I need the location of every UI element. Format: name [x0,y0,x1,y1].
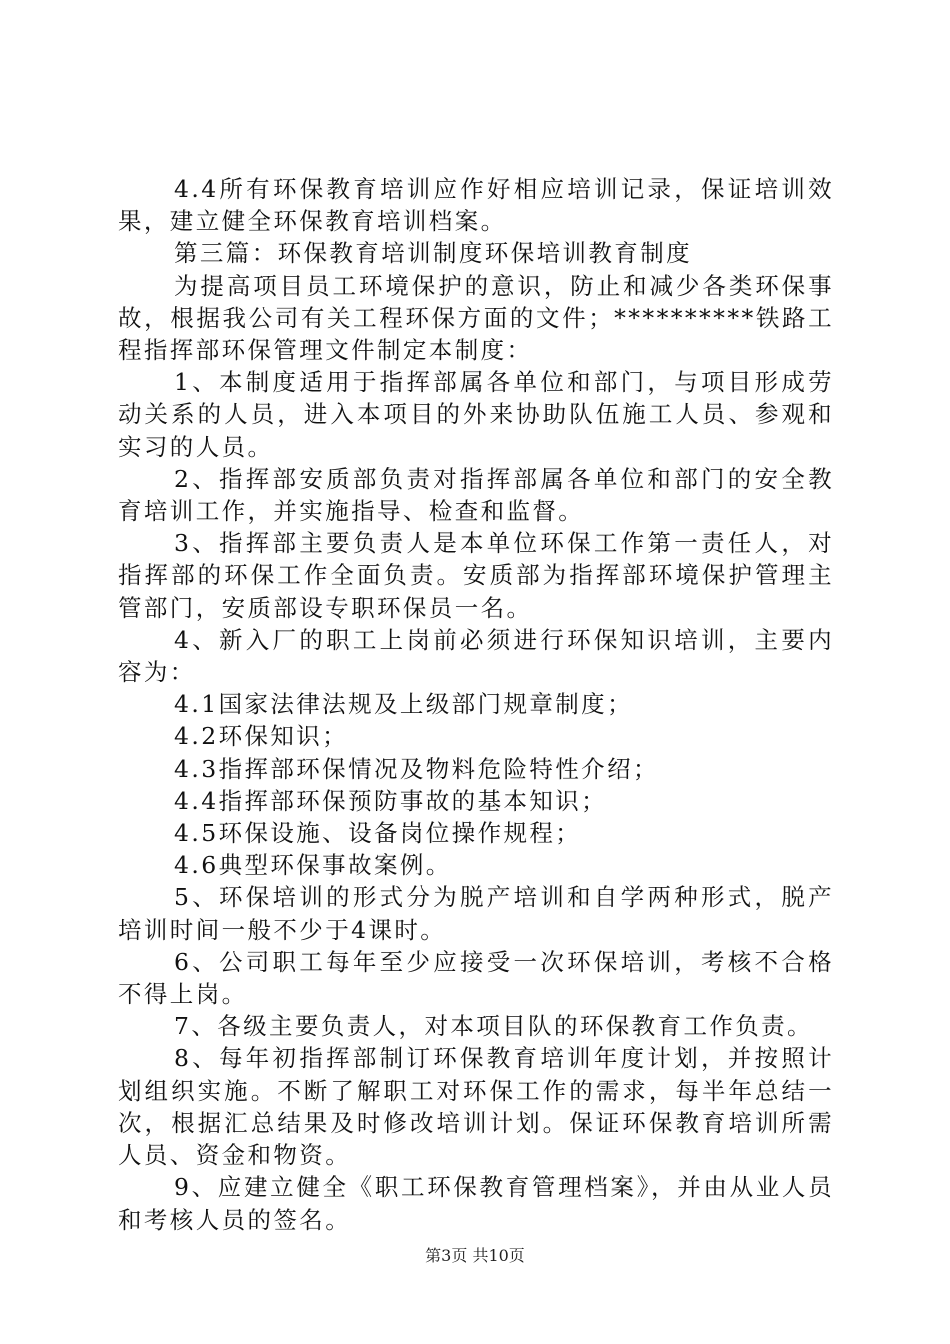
list-item: 4.4指挥部环保预防事故的基本知识； [174,786,608,815]
list-item: 4.3指挥部环保情况及物料危险特性介绍； [174,754,659,783]
paragraph: 5、环保培训的形式分为脱产培训和自学两种形式，脱产培训时间一般不少于4课时。 [118,883,834,944]
page-number-footer: 第3页 共10页 [425,1246,525,1265]
paragraph: 4、新入厂的职工上岗前必须进行环保知识培训，主要内容为： [118,625,834,687]
paragraph: 4.4所有环保教育培训应作好相应培训记录，保证培训效果，建立健全环保教育培训档案。 [118,175,834,236]
paragraph: 为提高项目员工环境保护的意识，防止和减少各类环保事故，根据我公司有关工程环保方面的文件；**********铁路工程指挥部环保管理文件制定本制度： [118,271,834,365]
list-item: 4.1国家法律法规及上级部门规章制度； [174,690,633,719]
paragraph: 2、指挥部安质部负责对指挥部属各单位和部门的安全教育培训工作，并实施指导、检查和监督。 [118,464,834,526]
paragraph: 1、本制度适用于指挥部属各单位和部门，与项目形成劳动关系的人员，进入本项目的外来协助队伍施工人员、参观和实习的人员。 [118,368,834,461]
paragraph: 9、应建立健全《职工环保教育管理档案》，并由从业人员和考核人员的签名。 [118,1173,834,1234]
section-heading: 第三篇：环保教育培训制度环保培训教育制度 [174,239,692,268]
paragraph: 6、公司职工每年至少应接受一次环保培训，考核不合格不得上岗。 [118,947,834,1009]
list-item: 4.5环保设施、设备岗位操作规程； [174,819,582,848]
document-body [118,173,834,1236]
paragraph: 3、指挥部主要负责人是本单位环保工作第一责任人，对指挥部的环保工作全面负责。安质部为指挥部环境保护管理主管部门，安质部设专职环保员一名。 [118,529,834,622]
list-item: 4.2环保知识； [174,722,349,751]
paragraph: 8、每年初指挥部制订环保教育培训年度计划，并按照计划组织实施。不断了解职工对环保工作的需求，每半年总结一次，根据汇总结果及时修改培训计划。保证环保教育培训所需人员、资金和物资。 [118,1044,834,1170]
list-item: 4.6典型环保事故案例。 [174,851,452,880]
paragraph: 7、各级主要负责人，对本项目队的环保教育工作负责。 [174,1012,813,1041]
